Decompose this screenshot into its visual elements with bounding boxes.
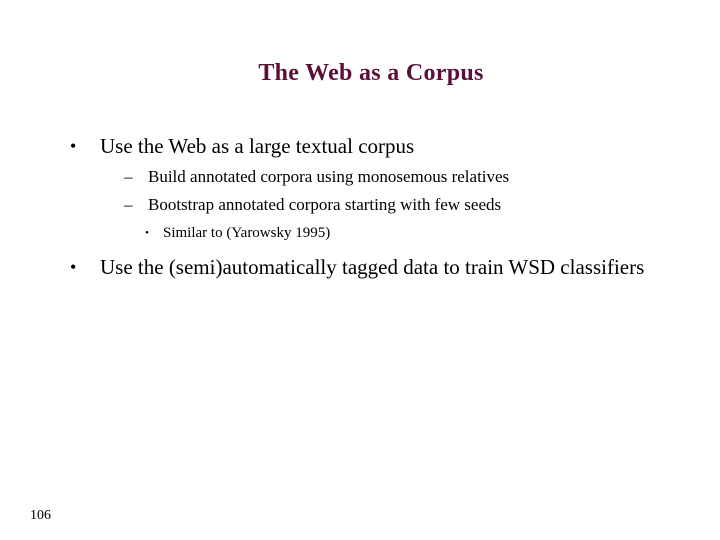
sub-sub-bullet-text: Similar to (Yarowsky 1995) [163,225,331,241]
slide-title: The Web as a Corpus [258,60,484,86]
bullet-item-web-corpus [70,132,660,160]
dash-marker: – [124,195,133,214]
sub-bullet-item-bootstrap [124,194,501,216]
bullet-text: Use the Web as a large textual corpus [100,134,415,158]
small-bullet-marker: • [145,227,149,239]
bullet-text: Use the (semi)automatically tagged data to train WSD classifiers [100,255,645,279]
bullet-marker: • [70,136,77,156]
sub-bullet-text: Bootstrap annotated corpora starting with few seeds [148,195,502,214]
bullet-item-train-wsd [70,253,660,281]
sub-bullet-item-monosemous [124,166,509,188]
sub-bullet-text: Build annotated corpora using monosemous relatives [148,167,510,186]
sub-sub-bullet-item-yarowsky [145,223,330,243]
page-number: 106 [30,508,51,523]
bullet-marker: • [70,257,77,277]
dash-marker: – [124,167,133,186]
